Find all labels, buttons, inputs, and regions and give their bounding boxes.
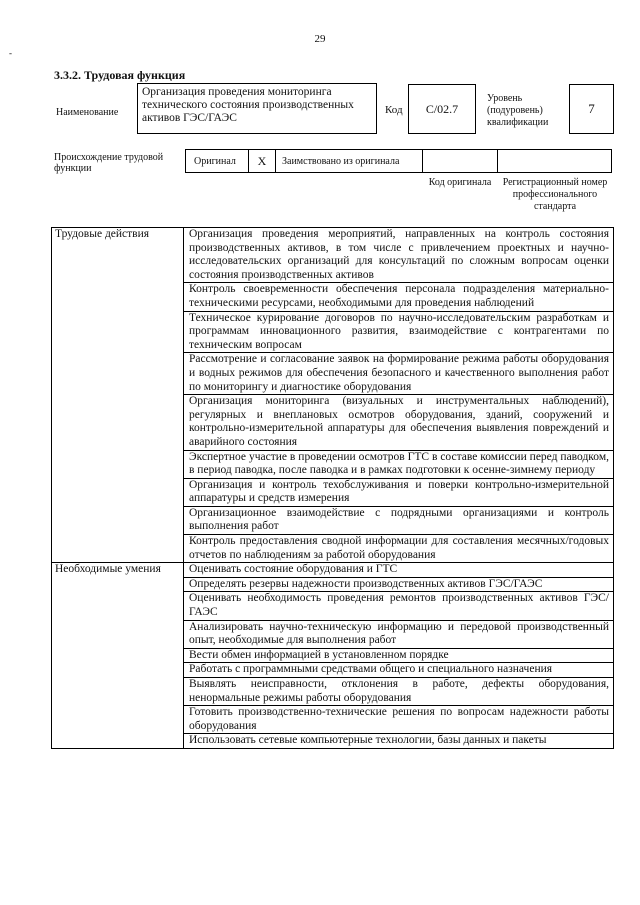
list-item: Организация и контроль техобслуживания и поверки контрольно-измерительной аппаратуры и средств измерения	[184, 478, 614, 506]
list-item: Определять резервы надежности производственных активов ГЭС/ГАЭС	[184, 577, 614, 592]
code-value: С/02.7	[408, 84, 476, 134]
code-label: Код	[385, 104, 403, 116]
margin-mark: -	[9, 48, 12, 58]
origin-reg-cell	[497, 149, 612, 173]
level-value: 7	[569, 84, 614, 134]
list-item: Оценивать состояние оборудования и ГТС	[184, 563, 614, 578]
borrowed-label: Заимствовано из оригинала	[275, 149, 423, 173]
list-item: Организация мониторинга (визуальных и инструментальных наблюдений), регулярных и внеплановых осмотров оборудования, зданий, сооружений и контрольно-измерительной аппаратуры для обеспечения выявления повреждений и аварийного состояния	[184, 395, 614, 450]
origin-original-cell	[185, 149, 249, 173]
page-number: 29	[314, 33, 326, 45]
list-item: Вести обмен информацией в установленном порядке	[184, 648, 614, 663]
section-heading: Необходимые умения	[52, 563, 184, 749]
level-label: Уровень (подуровень) квалификации	[487, 93, 549, 128]
list-item: Готовить производственно-технические решения по вопросам надежности работы оборудования	[184, 706, 614, 734]
list-item: Работать с программными средствами общего и специального назначения	[184, 663, 614, 678]
list-item: Контроль своевременности обеспечения персонала подразделения материально-техническими ресурсами, необходимыми для проведения наблюдений	[184, 283, 614, 311]
function-table	[51, 227, 614, 749]
list-item: Контроль предоставления сводной информации для составления месячных/годовых отчетов по наблюдениям за работой оборудования	[184, 535, 614, 563]
reg-note: Регистрационный номер профессионального стандарта	[502, 177, 608, 212]
original-label: Оригинал	[194, 155, 236, 167]
list-item: Использовать сетевые компьютерные технологии, базы данных и пакеты	[184, 734, 614, 749]
list-item: Экспертное участие в проведении осмотров ГТС в составе комиссии перед паводком, в период паводка, после паводка и в рамках подготовки к осенне-зимнему периоду	[184, 450, 614, 478]
origin-row	[185, 149, 614, 173]
section-heading: Трудовые действия	[52, 228, 184, 563]
original-mark: X	[248, 149, 276, 173]
list-item: Выявлять неисправности, отклонения в работе, дефекты оборудования, ненормальные режимы работы оборудования	[184, 678, 614, 706]
list-item: Рассмотрение и согласование заявок на формирование режима работы оборудования и водных режимов для обеспечения безопасного и качественного выполнения работ по мониторингу и диагностике оборудования	[184, 353, 614, 395]
list-item: Анализировать научно-техническую информацию и передовой производственный опыт, необходимые для выполнения работ	[184, 620, 614, 648]
name-label: Наименование	[56, 107, 119, 118]
name-value: Организация проведения мониторинга технического состояния производственных активов ГЭС/ГАЭС	[137, 83, 377, 134]
table-row	[52, 228, 614, 283]
origin-label: Происхождение трудовой функции	[54, 152, 164, 174]
origin-code-cell	[422, 149, 498, 173]
section-title: 3.3.2. Трудовая функция	[54, 68, 186, 82]
list-item: Организация проведения мероприятий, направленных на контроль состояния производственных активов, в том числе с привлечением проектных и научно-исследовательских организаций для консультаций по сложным вопросам оценки состояния производственных активов	[184, 228, 614, 283]
list-item: Организационное взаимодействие с подрядными организациями и контроль выполнения работ	[184, 506, 614, 534]
list-item: Оценивать необходимость проведения ремонтов производственных активов ГЭС/ГАЭС	[184, 592, 614, 620]
table-row	[52, 563, 614, 578]
code-note: Код оригинала	[428, 177, 492, 188]
list-item: Техническое курирование договоров по научно-исследовательским разработкам и программам инновационного развития, взаимодействие с контрагентами по техническим вопросам	[184, 311, 614, 353]
